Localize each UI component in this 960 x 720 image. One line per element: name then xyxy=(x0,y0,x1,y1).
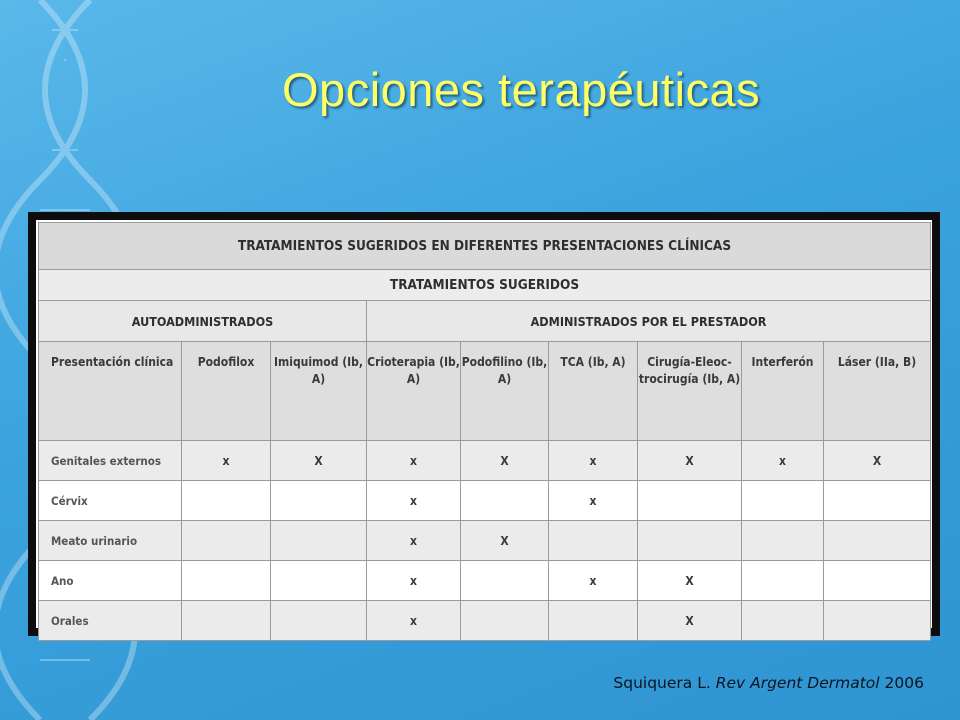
table-cell: x xyxy=(367,441,461,481)
citation-journal: Rev Argent Dermatol xyxy=(715,674,880,692)
row-label: Ano xyxy=(39,561,182,601)
table-cell: X xyxy=(461,521,549,561)
citation-author: Squiquera L. xyxy=(613,674,711,692)
table-cell xyxy=(824,521,931,561)
table-cell: X xyxy=(824,441,931,481)
table-main-title: TRATAMIENTOS SUGERIDOS EN DIFERENTES PRESENTACIONES CLÍNICAS xyxy=(39,223,931,270)
table-cell xyxy=(824,481,931,521)
treatment-table xyxy=(38,222,931,641)
table-row xyxy=(39,561,931,601)
table-cell xyxy=(742,561,824,601)
table-cell xyxy=(638,481,742,521)
column-header: Láser (IIa, B) xyxy=(824,342,931,441)
slide-title: Opciones terapéuticas xyxy=(282,63,761,116)
table-cell: x xyxy=(367,601,461,641)
column-header: Cirugía-Eleoc-trocirugía (Ib, A) xyxy=(638,342,742,441)
table-cell: x xyxy=(549,561,638,601)
table-subtitle: TRATAMIENTOS SUGERIDOS xyxy=(39,270,931,301)
table-cell xyxy=(742,521,824,561)
table-cell: x xyxy=(549,481,638,521)
citation xyxy=(613,674,924,692)
column-header: Crioterapia (Ib, A) xyxy=(367,342,461,441)
table-cell xyxy=(182,561,271,601)
table-cell xyxy=(271,521,367,561)
table-cell xyxy=(271,601,367,641)
column-header: TCA (Ib, A) xyxy=(549,342,638,441)
table-cell xyxy=(461,601,549,641)
table-cell: x xyxy=(549,441,638,481)
table-cell xyxy=(742,601,824,641)
table-cell xyxy=(271,561,367,601)
table-cell xyxy=(271,481,367,521)
table-cell: X xyxy=(638,561,742,601)
table-cell: x xyxy=(367,481,461,521)
table-cell xyxy=(182,601,271,641)
table-cell: x xyxy=(367,561,461,601)
table-cell: X xyxy=(638,441,742,481)
row-label: Cérvix xyxy=(39,481,182,521)
column-header: Imiquimod (Ib, A) xyxy=(271,342,367,441)
table-row xyxy=(39,521,931,561)
table-cell: x xyxy=(742,441,824,481)
column-header: Podofilox xyxy=(182,342,271,441)
table-cell xyxy=(742,481,824,521)
table-cell: X xyxy=(271,441,367,481)
table-cell: X xyxy=(461,441,549,481)
table-cell xyxy=(461,481,549,521)
table-cell: x xyxy=(182,441,271,481)
group-provider-administered: ADMINISTRADOS POR EL PRESTADOR xyxy=(367,301,931,342)
table-cell xyxy=(824,601,931,641)
treatment-table-image xyxy=(28,212,940,636)
table-row xyxy=(39,601,931,641)
table-cell: x xyxy=(367,521,461,561)
table-cell xyxy=(461,561,549,601)
row-label: Meato urinario xyxy=(39,521,182,561)
table-cell xyxy=(182,481,271,521)
row-label: Genitales externos xyxy=(39,441,182,481)
column-header: Presentación clínica xyxy=(39,342,182,441)
row-label: Orales xyxy=(39,601,182,641)
table-row xyxy=(39,441,931,481)
column-header: Podofilino (Ib, A) xyxy=(461,342,549,441)
table-cell xyxy=(549,601,638,641)
table-cell xyxy=(638,521,742,561)
column-header: Interferón xyxy=(742,342,824,441)
table-cell xyxy=(549,521,638,561)
table-cell xyxy=(182,521,271,561)
group-self-administered: AUTOADMINISTRADOS xyxy=(39,301,367,342)
table-cell xyxy=(824,561,931,601)
citation-year: 2006 xyxy=(884,674,924,692)
table-cell: X xyxy=(638,601,742,641)
table-row xyxy=(39,481,931,521)
